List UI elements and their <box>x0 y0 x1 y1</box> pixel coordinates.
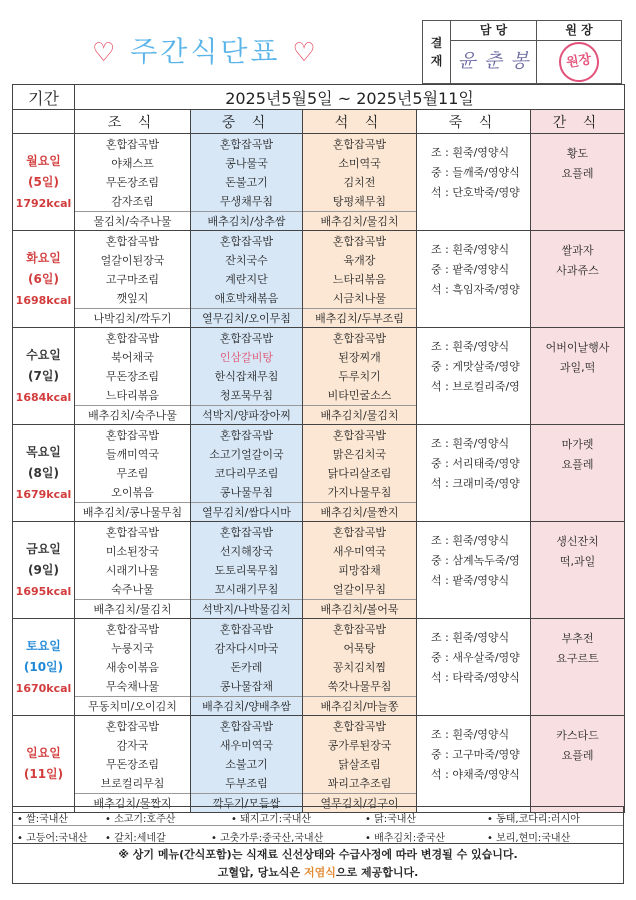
menu-item: 감자다시마국 <box>214 642 279 655</box>
porridge-cell <box>417 231 531 328</box>
day-label-cell <box>13 231 75 328</box>
breakfast-cell <box>75 328 191 425</box>
menu-item: 고구마조림 <box>105 273 160 286</box>
menu-item: 얼갈이된장국 <box>100 254 165 267</box>
day-name: 수요일 <box>26 347 61 362</box>
day-number: (9일) <box>28 562 59 577</box>
day-kcal: 1679kcal <box>15 487 72 501</box>
menu-item: 석박지/양파장아찌 <box>191 405 302 424</box>
menu-item: 돈불고기 <box>225 176 268 189</box>
origin-item: • 소고기:호주산 <box>105 814 176 825</box>
menu-item: 혼합잡곡밥 <box>105 429 160 442</box>
menu-item: 콩가루된장국 <box>327 739 392 752</box>
porridge-item: 중 : 서리태죽/영양 <box>431 457 520 470</box>
day-number: (6일) <box>28 271 59 286</box>
snack-cell <box>531 716 625 813</box>
menu-item: 쑥갓나물무침 <box>327 680 392 693</box>
day-row <box>13 425 625 522</box>
menu-item: 무숙채나물 <box>105 680 160 693</box>
porridge-item: 석 : 흑임자죽/영양 <box>431 283 520 296</box>
header-snack: 간 식 <box>531 110 625 134</box>
menu-item: 새우미역국 <box>219 739 274 752</box>
menu-item: 김치전 <box>343 176 376 189</box>
menu-item: 코다리무조림 <box>214 467 279 480</box>
porridge-item: 조 : 흰죽/영양식 <box>431 146 510 159</box>
menu-item: 감자조림 <box>111 195 154 208</box>
menu-item: 혼합잡곡밥 <box>332 138 387 151</box>
porridge-item: 중 : 새우살죽/영양 <box>431 651 520 664</box>
menu-item: 석박지/나박물김치 <box>191 599 302 618</box>
origin-item: • 갈치:세네갈 <box>105 833 166 844</box>
snack-cell <box>531 425 625 522</box>
origin-info <box>12 806 624 844</box>
column-header-row <box>13 110 625 134</box>
menu-item: 혼합잡곡밥 <box>219 623 274 636</box>
menu-item: 맑은김치국 <box>332 448 387 461</box>
origin-item: • 고춧가루:중국산,국내산 <box>211 833 324 844</box>
dinner-cell <box>303 716 417 813</box>
menu-item: 인삼갈비탕 <box>219 351 274 364</box>
porridge-cell <box>417 134 531 231</box>
porridge-item: 중 : 게맛살죽/영양 <box>431 360 520 373</box>
snack-item: 사과쥬스 <box>556 264 599 277</box>
menu-item: 미소된장국 <box>105 545 160 558</box>
breakfast-cell <box>75 425 191 522</box>
menu-item: 된장찌개 <box>338 351 381 364</box>
origin-item: • 보리,현미:국내산 <box>487 833 571 844</box>
menu-item: 두루치기 <box>338 370 381 383</box>
dinner-cell <box>303 328 417 425</box>
porridge-item: 석 : 타락죽/영양식 <box>431 671 520 684</box>
porridge-item: 석 : 팥죽/영양식 <box>431 574 510 587</box>
title-text: 주간식단표 <box>130 35 281 68</box>
breakfast-cell <box>75 716 191 813</box>
menu-item: 콩나물잡채 <box>219 680 274 693</box>
snack-item: 카스타드 <box>556 729 599 742</box>
porridge-item: 중 : 고구마죽/영양 <box>431 748 520 761</box>
menu-item: 혼합잡곡밥 <box>105 623 160 636</box>
menu-item: 육개장 <box>343 254 376 267</box>
porridge-item: 조 : 흰죽/영양식 <box>431 728 510 741</box>
menu-item: 혼합잡곡밥 <box>332 235 387 248</box>
menu-item: 소고기얼갈이국 <box>209 448 284 461</box>
menu-item: 브로컬리무침 <box>100 777 165 790</box>
menu-item: 꼬시래기무침 <box>214 583 279 596</box>
day-number: (5일) <box>28 174 59 189</box>
origin-item: • 동태,코다리:러시아 <box>487 814 580 825</box>
snack-cell <box>531 231 625 328</box>
menu-item: 계란지단 <box>225 273 268 286</box>
menu-item: 무돈장조림 <box>105 370 160 383</box>
day-name: 월요일 <box>26 153 61 168</box>
porridge-item: 조 : 흰죽/영양식 <box>431 243 510 256</box>
menu-item: 무조림 <box>116 467 149 480</box>
director-stamp-cell <box>537 42 621 84</box>
day-kcal: 1792kcal <box>15 196 72 210</box>
dinner-cell <box>303 134 417 231</box>
origin-item: • 돼지고기:국내산 <box>231 814 312 825</box>
snack-cell <box>531 134 625 231</box>
origin-item: • 쌀:국내산 <box>17 814 69 825</box>
menu-item: 배추김치/상추쌈 <box>191 211 302 230</box>
header-dinner: 석 식 <box>303 110 417 134</box>
dinner-cell <box>303 522 417 619</box>
heart-right-icon: ♡ <box>292 38 319 68</box>
menu-item: 닭살조림 <box>338 758 381 771</box>
menu-item: 비타민굴소스 <box>327 389 392 402</box>
porridge-item: 중 : 팥죽/영양식 <box>431 263 510 276</box>
menu-item: 깻잎지 <box>116 292 149 305</box>
menu-item: 가지나물무침 <box>327 486 392 499</box>
menu-item: 콩나물국 <box>225 157 268 170</box>
day-kcal: 1684kcal <box>15 390 72 404</box>
note-low-salt <box>13 864 623 882</box>
director-stamp: 원장 <box>556 39 602 85</box>
menu-item: 소불고기 <box>225 758 268 771</box>
approval-label <box>423 21 451 83</box>
menu-item: 청포묵무침 <box>219 389 274 402</box>
snack-item: 황도 <box>566 147 589 160</box>
menu-item: 배추김치/두부조림 <box>303 308 416 327</box>
manager-signature <box>451 41 536 83</box>
note-low-salt-pre: 고혈압, 당뇨식은 <box>217 866 304 879</box>
menu-item: 잔치국수 <box>225 254 268 267</box>
menu-item: 도토리묵무침 <box>214 564 279 577</box>
origin-row-2 <box>13 826 623 845</box>
menu-item: 새송이볶음 <box>105 661 160 674</box>
menu-item: 시래기나물 <box>105 564 160 577</box>
menu-item: 배추김치/숙주나물 <box>75 405 190 424</box>
menu-item: 나박김치/깍두기 <box>75 308 190 327</box>
breakfast-cell <box>75 522 191 619</box>
period-label: 기간 <box>13 85 75 110</box>
day-row <box>13 522 625 619</box>
menu-item: 배추김치/콩나물무침 <box>75 502 190 521</box>
breakfast-cell <box>75 231 191 328</box>
breakfast-cell <box>75 134 191 231</box>
menu-item: 콩나물무침 <box>219 486 274 499</box>
origin-item: • 고등어:국내산 <box>17 833 88 844</box>
menu-item: 혼합잡곡밥 <box>219 526 274 539</box>
note-change: ※ 상기 메뉴(간식포함)는 식재료 신선상태와 수급사정에 따라 변경될 수 있습니다. <box>118 848 518 861</box>
menu-item: 배추김치/물김치 <box>303 405 416 424</box>
menu-table <box>12 84 625 813</box>
day-row <box>13 328 625 425</box>
day-number: (10일) <box>23 659 64 674</box>
day-label-cell <box>13 425 75 522</box>
menu-item: 야채스프 <box>111 157 154 170</box>
notes-box <box>12 844 624 884</box>
title-area <box>12 16 422 82</box>
menu-item: 시금치나물 <box>332 292 387 305</box>
day-number: (7일) <box>28 368 59 383</box>
day-row <box>13 231 625 328</box>
dinner-cell <box>303 425 417 522</box>
porridge-item: 조 : 흰죽/영양식 <box>431 534 510 547</box>
menu-item: 무돈장조림 <box>105 758 160 771</box>
menu-item: 배추김치/볼어묵 <box>303 599 416 618</box>
menu-item: 혼합잡곡밥 <box>105 138 160 151</box>
day-kcal: 1698kcal <box>15 293 72 307</box>
menu-item: 배추김치/물짠지 <box>75 793 190 812</box>
porridge-item: 조 : 흰죽/영양식 <box>431 631 510 644</box>
porridge-cell <box>417 425 531 522</box>
menu-item: 무돈장조림 <box>105 176 160 189</box>
day-label-cell <box>13 716 75 813</box>
day-row <box>13 619 625 716</box>
porridge-cell <box>417 716 531 813</box>
period-value: 2025년5월5일 ~ 2025년5월11일 <box>75 85 625 110</box>
menu-item: 느타리볶음 <box>332 273 387 286</box>
header-day <box>13 110 75 134</box>
menu-item: 무생채무침 <box>219 195 274 208</box>
signature-text: 윤 춘 봉 <box>457 50 530 72</box>
menu-item: 혼합잡곡밥 <box>332 526 387 539</box>
porridge-cell <box>417 619 531 716</box>
menu-item: 누룽지국 <box>111 642 154 655</box>
snack-item: 과일,떡 <box>559 361 596 374</box>
lunch-cell <box>191 716 303 813</box>
approval-label-2: 재 <box>430 54 443 68</box>
menu-item: 열무김치/김구이 <box>303 793 416 812</box>
menu-item: 혼합잡곡밥 <box>105 526 160 539</box>
page-title <box>92 30 319 70</box>
day-name: 토요일 <box>26 638 61 653</box>
menu-item: 혼합잡곡밥 <box>332 623 387 636</box>
menu-item: 한식잡채무침 <box>214 370 279 383</box>
day-row <box>13 134 625 231</box>
snack-item: 쌀과자 <box>561 244 594 257</box>
snack-cell <box>531 328 625 425</box>
approval-manager-header: 담 당 <box>451 21 536 41</box>
day-label-cell <box>13 328 75 425</box>
snack-item: 부추전 <box>561 632 594 645</box>
menu-item: 혼합잡곡밥 <box>219 429 274 442</box>
porridge-item: 중 : 들깨죽/영양식 <box>431 166 520 179</box>
menu-item: 혼합잡곡밥 <box>219 138 274 151</box>
lunch-cell <box>191 522 303 619</box>
menu-item: 배추김치/물김치 <box>303 211 416 230</box>
menu-item: 혼합잡곡밥 <box>219 720 274 733</box>
day-row <box>13 716 625 813</box>
header-lunch: 중 식 <box>191 110 303 134</box>
days-body <box>13 134 625 813</box>
porridge-item: 석 : 브로컬리죽/영 <box>431 380 520 393</box>
menu-item: 혼합잡곡밥 <box>105 720 160 733</box>
menu-item: 피망잡채 <box>338 564 381 577</box>
lunch-cell <box>191 425 303 522</box>
snack-item: 어버이날행사 <box>545 341 610 354</box>
menu-item: 혼합잡곡밥 <box>332 720 387 733</box>
porridge-item: 석 : 단호박죽/영양 <box>431 186 520 199</box>
menu-item: 탕평채무침 <box>332 195 387 208</box>
day-name: 목요일 <box>26 444 61 459</box>
day-name: 일요일 <box>26 746 61 760</box>
menu-item: 오이볶음 <box>111 486 154 499</box>
snack-item: 마가렛 <box>561 438 594 451</box>
lunch-cell <box>191 134 303 231</box>
menu-item: 혼합잡곡밥 <box>332 429 387 442</box>
menu-item: 무동치미/오이김치 <box>75 696 190 715</box>
snack-item: 떡,과일 <box>559 555 596 568</box>
approval-label-1: 결 <box>430 36 443 50</box>
menu-item: 감자국 <box>116 739 149 752</box>
menu-item: 어묵탕 <box>343 642 376 655</box>
menu-item: 얼갈이무침 <box>332 583 387 596</box>
day-label-cell <box>13 619 75 716</box>
day-label-cell <box>13 134 75 231</box>
snack-cell <box>531 522 625 619</box>
origin-row-1 <box>13 807 623 826</box>
approval-box <box>422 20 622 84</box>
origin-item: • 닭:국내산 <box>365 814 417 825</box>
day-label-cell <box>13 522 75 619</box>
note-low-salt-highlight: 저염식 <box>303 866 336 879</box>
menu-item: 깍두기/모듬쌈 <box>191 793 302 812</box>
menu-item: 돈카레 <box>230 661 263 674</box>
snack-item: 요플레 <box>561 458 594 471</box>
menu-item: 북어채국 <box>111 351 154 364</box>
porridge-item: 석 : 야채죽/영양식 <box>431 768 520 781</box>
menu-item: 열무김치/오이무침 <box>191 308 302 327</box>
origin-item: • 배추김치:중국산 <box>365 833 446 844</box>
approval-director <box>537 21 621 83</box>
lunch-cell <box>191 619 303 716</box>
lunch-cell <box>191 328 303 425</box>
menu-item: 열무김치/쌈다시마 <box>191 502 302 521</box>
menu-item: 혼합잡곡밥 <box>332 332 387 345</box>
snack-item: 요플레 <box>561 749 594 762</box>
breakfast-cell <box>75 619 191 716</box>
menu-item: 혼합잡곡밥 <box>219 332 274 345</box>
lunch-cell <box>191 231 303 328</box>
porridge-item: 석 : 크래미죽/영양 <box>431 477 520 490</box>
menu-item: 배추김치/양배추쌈 <box>191 696 302 715</box>
menu-item: 새우미역국 <box>332 545 387 558</box>
day-kcal: 1670kcal <box>15 681 72 695</box>
day-number: (8일) <box>28 465 59 480</box>
dinner-cell <box>303 231 417 328</box>
menu-item: 혼합잡곡밥 <box>219 235 274 248</box>
porridge-item: 조 : 흰죽/영양식 <box>431 437 510 450</box>
menu-item: 배추김치/물김치 <box>75 599 190 618</box>
weekly-menu-sheet <box>12 16 624 884</box>
menu-item: 닭다리살조림 <box>327 467 392 480</box>
menu-item: 들깨미역국 <box>105 448 160 461</box>
approval-manager <box>451 21 537 83</box>
snack-item: 생신잔치 <box>556 535 599 548</box>
dinner-cell <box>303 619 417 716</box>
porridge-cell <box>417 328 531 425</box>
day-kcal: 1695kcal <box>15 584 72 598</box>
heart-left-icon: ♡ <box>92 38 119 68</box>
menu-item: 배추김치/물짠지 <box>303 502 416 521</box>
menu-item: 혼합잡곡밥 <box>105 332 160 345</box>
header-porridge: 죽 식 <box>417 110 531 134</box>
day-name: 금요일 <box>26 541 61 556</box>
header-breakfast: 조 식 <box>75 110 191 134</box>
menu-item: 물김치/숙주나물 <box>75 211 190 230</box>
menu-item: 느타리볶음 <box>105 389 160 402</box>
snack-cell <box>531 619 625 716</box>
menu-item: 소미역국 <box>338 157 381 170</box>
menu-item: 배추김치/마늘쫑 <box>303 696 416 715</box>
day-number: (11일) <box>23 767 64 781</box>
menu-item: 두부조림 <box>225 777 268 790</box>
porridge-item: 조 : 흰죽/영양식 <box>431 340 510 353</box>
note-low-salt-post: 으로 제공합니다. <box>335 866 419 879</box>
snack-item: 요플레 <box>561 167 594 180</box>
porridge-item: 중 : 삼계녹두죽/영 <box>431 554 520 567</box>
menu-item: 꽁치김치찜 <box>332 661 387 674</box>
menu-item: 꽈리고추조림 <box>327 777 392 790</box>
approval-director-header: 원 장 <box>537 21 621 41</box>
menu-item: 혼합잡곡밥 <box>105 235 160 248</box>
menu-item: 선지해장국 <box>219 545 274 558</box>
snack-item: 요구르트 <box>556 652 599 665</box>
porridge-cell <box>417 522 531 619</box>
day-name: 화요일 <box>26 250 61 265</box>
period-row <box>13 85 625 110</box>
menu-item: 숙주나물 <box>111 583 154 596</box>
menu-item: 애호박채볶음 <box>214 292 279 305</box>
